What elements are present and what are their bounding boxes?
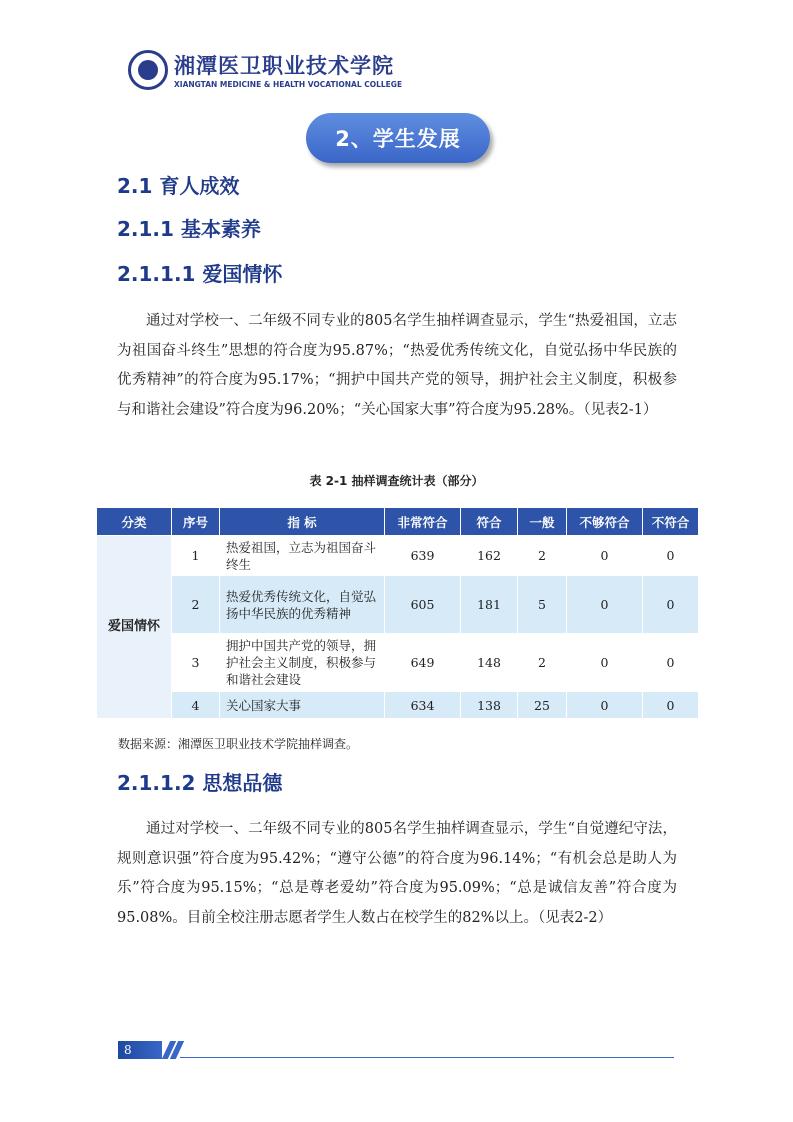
row-indicator: 关心国家大事 — [220, 692, 385, 719]
row-neutral: 25 — [518, 692, 567, 719]
row-inconsistent: 0 — [643, 692, 699, 719]
row-very-consistent: 639 — [385, 536, 461, 576]
row-not-enough: 0 — [567, 536, 643, 576]
row-indicator: 热爱优秀传统文化，自觉弘扬中华民族的优秀精神 — [220, 576, 385, 634]
chapter-title-banner: 2、学生发展 — [306, 113, 490, 163]
logo-chinese-name: 湘潭医卫职业技术学院 — [174, 53, 394, 78]
row-neutral: 2 — [518, 634, 567, 692]
col-header-consistent: 符合 — [461, 508, 518, 536]
row-neutral: 5 — [518, 576, 567, 634]
col-header-inconsistent: 不符合 — [643, 508, 699, 536]
table-row — [97, 692, 699, 719]
survey-table — [96, 507, 699, 719]
row-number: 3 — [172, 634, 220, 692]
row-neutral: 2 — [518, 536, 567, 576]
row-inconsistent: 0 — [643, 576, 699, 634]
row-inconsistent: 0 — [643, 634, 699, 692]
row-not-enough: 0 — [567, 692, 643, 719]
page-number: 8 — [118, 1041, 162, 1059]
col-header-neutral: 一般 — [518, 508, 567, 536]
category-cell: 爱国情怀 — [97, 536, 172, 719]
row-consistent: 181 — [461, 576, 518, 634]
row-indicator: 拥护中国共产党的领导，拥护社会主义制度，积极参与和谐社会建设 — [220, 634, 385, 692]
row-inconsistent: 0 — [643, 536, 699, 576]
row-number: 2 — [172, 576, 220, 634]
heading-patriotism: 2.1.1.1 爱国情怀 — [117, 262, 283, 286]
college-seal-icon — [128, 50, 168, 90]
table-header-row — [97, 508, 699, 536]
row-very-consistent: 649 — [385, 634, 461, 692]
row-very-consistent: 605 — [385, 576, 461, 634]
table-row — [97, 634, 699, 692]
row-consistent: 138 — [461, 692, 518, 719]
table-row — [97, 576, 699, 634]
row-indicator: 热爱祖国，立志为祖国奋斗终生 — [220, 536, 385, 576]
row-number: 4 — [172, 692, 220, 719]
table-caption: 表 2-1 抽样调查统计表（部分） — [309, 474, 484, 488]
data-source-note: 数据来源：湘潭医卫职业技术学院抽样调查。 — [118, 737, 359, 751]
row-number: 1 — [172, 536, 220, 576]
row-consistent: 148 — [461, 634, 518, 692]
paragraph-patriotism: 通过对学校一、二年级不同专业的805名学生抽样调查显示，学生“热爱祖国，立志为祖国奋斗终生”思想的符合度为95.87%；“热爱优秀传统文化，自觉弘扬中华民族的优秀精神”的符合度为95.17%；“拥护中国共产党的领导，拥护社会主义制度，积极参与和谐社会建设”符合度为96.20%；“关心国家大事”符合度为95.28%。（见表2-1） — [117, 313, 677, 418]
col-header-indicator: 指 标 — [220, 508, 385, 536]
row-very-consistent: 634 — [385, 692, 461, 719]
table-row — [97, 536, 699, 576]
logo-english-name: XIANGTAN MEDICINE & HEALTH VOCATIONAL COLLEGE — [174, 80, 403, 89]
heading-morality: 2.1.1.2 思想品德 — [117, 771, 283, 795]
row-not-enough: 0 — [567, 576, 643, 634]
college-logo — [128, 50, 403, 96]
row-not-enough: 0 — [567, 634, 643, 692]
row-consistent: 162 — [461, 536, 518, 576]
paragraph-morality: 通过对学校一、二年级不同专业的805名学生抽样调查显示，学生“自觉遵纪守法，规则意识强”符合度为95.42%；“遵守公德”的符合度为96.14%；“有机会总是助人为乐”符合度为95.15%；“总是尊老爱幼”符合度为95.09%；“总是诚信友善”符合度为95.08%。目前全校注册志愿者学生人数占在校学生的82%以上。（见表2-2） — [117, 821, 677, 926]
footer-rule — [180, 1057, 674, 1058]
heading-subsection: 2.1.1 基本素养 — [117, 217, 261, 241]
col-header-not-enough: 不够符合 — [567, 508, 643, 536]
heading-section: 2.1 育人成效 — [117, 174, 240, 198]
col-header-number: 序号 — [172, 508, 220, 536]
col-header-very-consistent: 非常符合 — [385, 508, 461, 536]
col-header-category: 分类 — [97, 508, 172, 536]
